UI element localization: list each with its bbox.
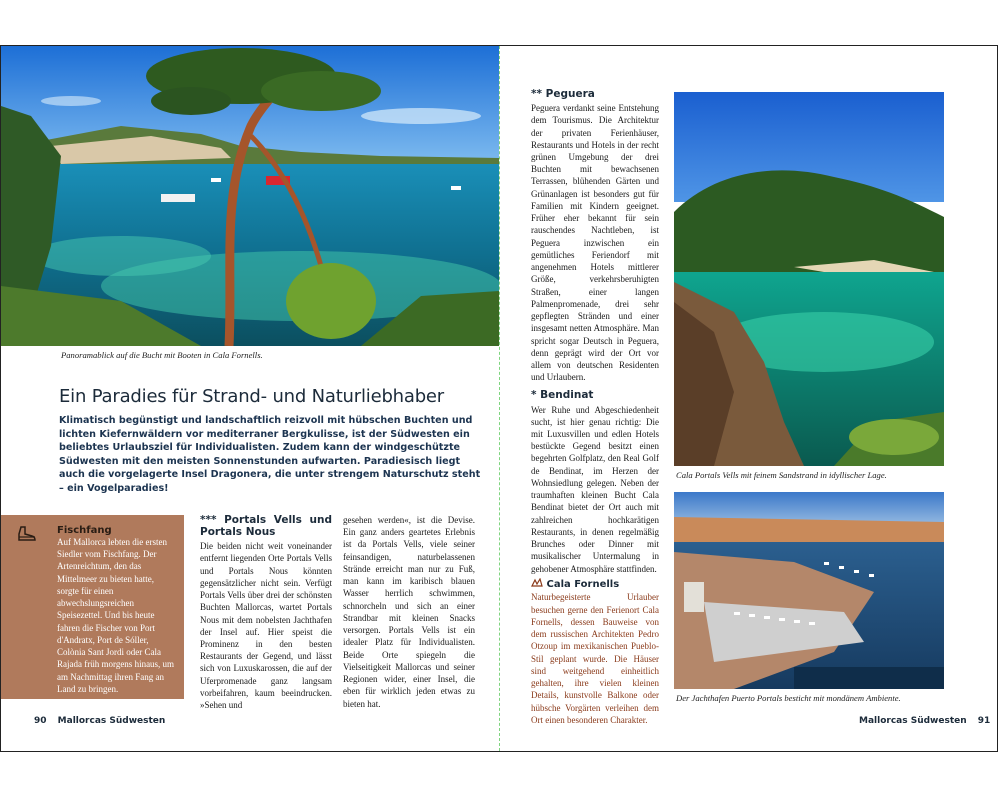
- book-spread: [0, 45, 998, 752]
- intro-paragraph: Klimatisch begünstigt und landschaftlich reizvoll mit hübschen Buchten und lichten Kiefernwäldern vor mediterraner Bergkulisse, ist der Südwesten ein beliebtes Urlaubsziel für Individualisten. Zudem kann der windgeschützte Südwesten mit den meisten Sonnenstunden aufwarten. Paradiesisch liegt auch die vorgelagerte Insel Dragonera, die unter strengem Naturschutz steht – ein Vogelparadies!: [59, 415, 481, 495]
- portals-vells-photo: [674, 92, 944, 466]
- left-photo-caption: Panoramablick auf die Bucht mit Booten in Cala Fornells.: [61, 350, 263, 360]
- portals-heading: *** Portals Vells und Portals Nous: [200, 514, 332, 539]
- bendinat-heading: * Bendinat: [531, 389, 594, 402]
- infobox-text: Auf Mallorca lebten die ersten Siedler vom Fischfang. Der Artenreichtum, den das Mittelmeer zu bieten hatte, sorgte für einen abwechslungsreichen Speisezettel. Und bis heute fahren die Fischer von Port d'Andratx, Port de Sóller, Colònia Sant Jordi oder Cala Rajada früh morgens hinaus, um am Nachmittag ihren Fang an Land zu bringen.: [57, 537, 175, 694]
- cala-fornells-photo: [1, 46, 499, 346]
- infobox-title: Fischfang: [57, 525, 112, 536]
- peguera-text: Peguera verdankt seine Entstehung dem Tourismus. Die Architektur der privaten Ferienhäuser, Restaurants und Hotels in der recht grünen Umgebung der drei Buchten mit bewachsenen Terrassen, blühenden Gärten und Grünanlagen ist besonders gut für Familien mit Kindern geeignet. Früher eher bekannt für sein rauschendes Nachtleben, ist Peguera inzwischen ein gemütliches Feriendorf mit angenehmen Hotels mittlerer Größe, verkehrsberuhigten Straßen, einer langen Palmenpromenade, drei sehr gepflegten Stränden und einer insgesamt netten Atmosphäre. Man spricht sogar Deutsch in Peguera, denn geprägt wird der Ort vor allem von deutschen Residenten und Urlaubern.: [531, 103, 659, 383]
- tip-heading: Cala Fornells: [546, 578, 620, 590]
- right-photo2-caption: Der Jachthafen Puerto Portals besticht mit mondänem Ambiente.: [676, 693, 901, 703]
- portals-text-part2: gesehen werden«, ist die Devise. Ein ganz anders geartetes Erlebnis ist da Portals Vells, viele seiner feinsandigen, naturbelassenen Strände erreicht man nur zu Fuß, man kann im karibisch blauen Wasser herrlich schwimmen, schnorcheln und sich an einer Strandbar mit kleinen Snacks versorgen. Portals Vells ist ein idealer Platz für Individualisten. Beide Orte spiegeln die Vielseitigkeit Mallorcas und seiner Regionen wider, einer Insel, die eben für wirklich jeden etwas zu bieten hat.: [343, 515, 475, 709]
- peguera-heading: ** Peguera: [531, 88, 595, 100]
- right-photo1-caption: Cala Portals Vells mit feinem Sandstrand in idyllischer Lage.: [676, 470, 887, 480]
- left-text-column-2: [343, 514, 475, 710]
- cala-fornells-tip: [531, 578, 659, 726]
- portals-text-part1: Die beiden nicht weit voneinander entfernt liegenden Orte Portals Vells und Portals Nous könnten gegensätzlicher nicht sein. Verfügt Portals Vells über drei der schönsten Buchten Mallorcas, wartet Portals Nous mit dem nobelsten Jachthafen der Insel auf. Hier speist die Prominenz in den besten Restaurants der Gegend, und lässt sich von Luxuskarossen, die auf der Uferpromenade ganz langsam vorbeifahren, kaum beeindrucken. »Sehen und: [200, 541, 332, 711]
- boot-icon: [17, 525, 37, 543]
- right-page-number: 91: [977, 716, 991, 726]
- left-text-column-1: [200, 514, 332, 711]
- right-footer: [859, 716, 990, 726]
- left-footer: [34, 716, 165, 726]
- puerto-portals-photo: [674, 492, 944, 689]
- left-running-title: Mallorcas Südwesten: [57, 716, 166, 726]
- tip-icon: [531, 578, 543, 588]
- page-headline: Ein Paradies für Strand- und Naturliebhaber: [59, 386, 445, 407]
- tip-text: Naturbegeisterte Urlauber besuchen gerne den Ferienort Cala Fornells, dessen Bauweise von dem russischen Architekten Pedro Otzoup im mexikanischen Pueblo-Stil geplant wurde. Die Häuser sind weitgehend einheitlich gehalten, ihre vielen kleinen Details, kunstvolle Balkone oder hübsche Vorgärten verleihen dem Ort einen besonderen Charakter.: [531, 592, 659, 725]
- left-page-number: 90: [34, 716, 47, 726]
- page-fold: [499, 46, 500, 751]
- fischfang-infobox: [1, 515, 184, 699]
- right-running-title: Mallorcas Südwesten: [859, 716, 967, 726]
- tip-heading-row: [531, 578, 659, 592]
- bendinat-text: Wer Ruhe und Abgeschiedenheit sucht, ist hier genau richtig: Die mit Luxusvillen und edlen Hotels bestückte Gegend besitzt einen begehrten Golfplatz, den Real Golf de Bendinat, im Herzen der Wohnsiedlung gelegen. Neben der traumhaften kleinen Bucht Cala Bendinat bietet der Ort auch mit zahlreichen hochkarätigen Restaurants, in denen regelmäßig Brunches oder Dinner mit musikalischer Untermalung in gehobener Atmosphäre stattfinden.: [531, 404, 659, 574]
- right-text-column: [531, 88, 659, 726]
